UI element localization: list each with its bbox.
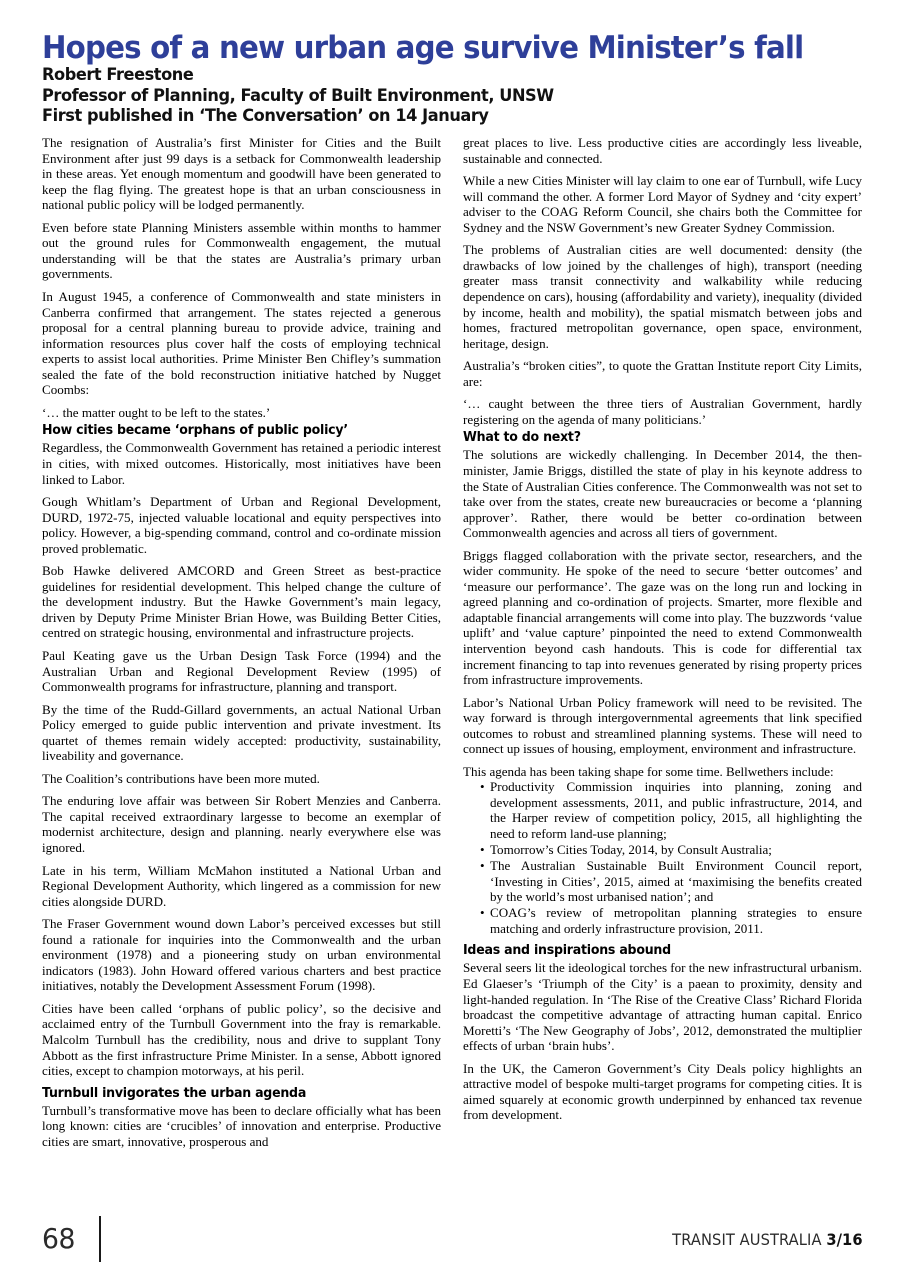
body-paragraph: Gough Whitlam’s Department of Urban and Regional Development, DURD, 1972-75, injected valuable locational and equity perspectives into policy. However, a big-spending command, control and co-ordinate mission proved problematic.	[42, 494, 441, 556]
section-subheading: Ideas and inspirations abound	[463, 943, 671, 959]
footer-left-group	[42, 1216, 101, 1262]
right-column	[463, 135, 862, 1130]
body-paragraph: Turnbull’s transformative move has been to declare officially what has been long known: cities are ‘crucibles’ of innovation and enterprise. Productive cities are smart, innovative, prosperous and	[42, 1102, 441, 1149]
author-affiliation: Professor of Planning, Faculty of Built Environment, UNSW	[42, 85, 554, 106]
article-body	[42, 135, 863, 1156]
footer-publication-label	[673, 1230, 863, 1249]
block-quote: ‘… the matter ought to be left to the states.’	[42, 404, 271, 420]
body-paragraph: This agenda has been taking shape for some time. Bellwethers include:	[463, 763, 834, 779]
block-quote: ‘… caught between the three tiers of Australian Government, hardly registering on the agenda of many politicians.’	[463, 396, 862, 427]
author-name: Robert Freestone	[42, 65, 194, 86]
body-paragraph: Bob Hawke delivered AMCORD and Green Street as best-practice guidelines for residential development. This helped change the culture of the development industry. But the Hawke Government’s main legacy, driven by Deputy Prime Minister Brian Howe, was Building Better Cities, centred on strategic housing, environmental and infrastructure projects.	[42, 563, 441, 641]
body-paragraph: The Coalition’s contributions have been more muted.	[42, 770, 320, 786]
body-paragraph: Briggs flagged collaboration with the private sector, researchers, and the wider community. He spoke of the need to secure ‘better outcomes’ and ‘measure our performance’. The gaze was on the long run and locking in agreed planning and co-ordination of projects. Smarter, more flexible and adaptable financial arrangements will come into play. The buzzwords ‘value uplift’ and ‘value capture’ pinpointed the need to extend Commonwealth intervention beyond cash handouts. This is code for differential tax increment financing to tap into revenues generated by rising property prices from infrastructure improvements.	[463, 547, 862, 688]
body-paragraph: The enduring love affair was between Sir Robert Menzies and Canberra. The capital received extraordinary largesse to become an exemplar of modernist architecture, design and planning. nearly everywhere else was ignored.	[42, 793, 441, 856]
body-paragraph: Australia’s “broken cities”, to quote the Grattan Institute report City Limits, are:	[463, 358, 862, 389]
section-subheading: How cities became ‘orphans of public policy’	[42, 423, 348, 439]
footer-divider-rule	[99, 1216, 101, 1262]
masthead	[42, 32, 863, 126]
body-paragraph: Labor’s National Urban Policy framework will need to be revisited. The way forward is through intergovernmental agreements that link specified outcomes to robust and streamlined planning systems. These will need to connect up issues of housing, employment, environment and infrastructure.	[463, 694, 862, 757]
body-paragraph: The problems of Australian cities are well documented: density (the drawbacks of low joined by the challenges of high), transport (needing greater mass transit connectivity and walkability while reducing dependence on cars), housing (affordability and variety), inequality (divided by income, health and mobility), the spatial mismatch between jobs and homes, fractured metropolitan governance, open space, environment, heritage, design.	[463, 242, 862, 351]
list-item: • COAG’s review of metropolitan planning strategies to ensure matching and orderly infrastructure provision, 2011.	[480, 905, 862, 936]
body-paragraph: Late in his term, William McMahon instituted a National Urban and Regional Development Authority, which lingered as a commission for new cities alongside DURD.	[42, 862, 441, 909]
body-paragraph: Several seers lit the ideological torches for the new infrastructural urbanism. Ed Glaeser’s ‘Triumph of the City’ is a paean to proximity, density and light-handed regulation. In ‘The Rise of the Creative Class’ Richard Florida broadcast the competitive advantage of attracting human capital. Enrico Moretti’s ‘The New Geography of Jobs’, 2012, demonstrated the multiplier effects of urban ‘brain hubs’.	[463, 960, 862, 1054]
issue-number: 3/16	[826, 1229, 863, 1249]
body-paragraph: In the UK, the Cameron Government’s City Deals policy highlights an attractive model of bespoke multi-target programs for competing cities. It is aimed squarely at economic growth underpinned by enhanced tax revenue from development.	[463, 1060, 862, 1123]
page-title: Hopes of a new urban age survive Minister’s fall	[42, 30, 804, 66]
list-item: • Productivity Commission inquiries into planning, zoning and development assessments, 2011, and public infrastructure, 2014, and the Harper review of competition policy, 2015, all highlighting the need to reform land-use planning;	[480, 779, 862, 841]
body-paragraph: Regardless, the Commonwealth Government has retained a periodic interest in cities, with mixed outcomes. Historically, most initiatives have been linked to Labor.	[42, 440, 441, 487]
list-item: • Tomorrow’s Cities Today, 2014, by Consult Australia;	[480, 842, 862, 858]
section-subheading: What to do next?	[463, 430, 581, 446]
list-item: • The Australian Sustainable Built Environment Council report, ‘Investing in Cities’, 2015, aimed at ‘maximising the benefits created by the world’s most urbanised nation’; and	[480, 858, 862, 905]
left-column	[42, 135, 441, 1156]
section-subheading: Turnbull invigorates the urban agenda	[42, 1085, 307, 1101]
body-paragraph: Paul Keating gave us the Urban Design Task Force (1994) and the Australian Urban and Regional Development Review (1995) of Commonwealth programs for infrastructure, planning and transport.	[42, 648, 441, 695]
body-paragraph: The Fraser Government wound down Labor’s perceived excesses but still found a rationale for inquiries into the Commonwealth and the urban environment (1978) and a pioneering study on urban environmental indicators (1983). John Howard offered various charters and best practice initiatives, notably the Development Assessment Forum (1998).	[42, 916, 441, 994]
body-paragraph: The solutions are wickedly challenging. In December 2014, the then-minister, Jamie Briggs, distilled the state of play in his keynote address to the State of Australian Cities conference. The Commonwealth was not set to take over from the states, create new bureaucracies or become a ‘planning approver’. Rather, there would be better co-ordination between Commonwealth agencies and across all tiers of government.	[463, 447, 862, 541]
page-footer	[42, 1216, 863, 1262]
publication-source: First published in ‘The Conversation’ on 14 January	[42, 105, 489, 126]
bellwethers-list	[463, 779, 862, 936]
body-paragraph: Even before state Planning Ministers assemble within months to hammer out the ground rules for Commonwealth engagement, the mutual understanding will be that the states are Australia’s primary urban governments.	[42, 219, 441, 282]
body-paragraph: In August 1945, a conference of Commonwealth and state ministers in Canberra confirmed that arrangement. The states rejected a generous proposal for a central planning bureau to provide advice, training and information resources plus cover half the costs of employing technical experts to assist local authorities. Prime Minister Ben Chifley’s summation sealed the fate of the bold reconstruction initiative hatched by Nugget Coombs:	[42, 288, 441, 398]
page-number: 68	[42, 1222, 75, 1255]
body-paragraph: By the time of the Rudd-Gillard governments, an actual National Urban Policy emerged to guide public intervention and private investment. Its quartet of themes remain widely accepted: productivity, sustainability, liveability and governance.	[42, 701, 441, 764]
publication-name: TRANSIT AUSTRALIA	[672, 1229, 822, 1249]
body-paragraph: great places to live. Less productive cities are accordingly less liveable, sustainable and connected.	[463, 135, 862, 166]
body-paragraph: While a new Cities Minister will lay claim to one ear of Turnbull, wife Lucy will command the other. A former Lord Mayor of Sydney and ‘city expert’ adviser to the COAG Reform Council, she chairs both the Committee for Sydney and the NSW Government’s new Greater Sydney Commission.	[463, 173, 862, 235]
body-paragraph: The resignation of Australia’s first Minister for Cities and the Built Environment after just 99 days is a setback for Commonwealth leadership in these areas. Yet enough momentum and goodwill have been generated to keep the flag flying. The greatest hope is that an urban consciousness in national public policy will be lodged permanently.	[42, 135, 441, 213]
body-paragraph: Cities have been called ‘orphans of public policy’, so the decisive and acclaimed entry of the Turnbull Government into the fray is remarkable. Malcolm Turnbull has the credibility, nous and drive to supplant Tony Abbott as the first infrastructure Prime Minister. In a sense, Abbott ignored cities, except to champion motorways, at his peril.	[42, 1000, 441, 1079]
